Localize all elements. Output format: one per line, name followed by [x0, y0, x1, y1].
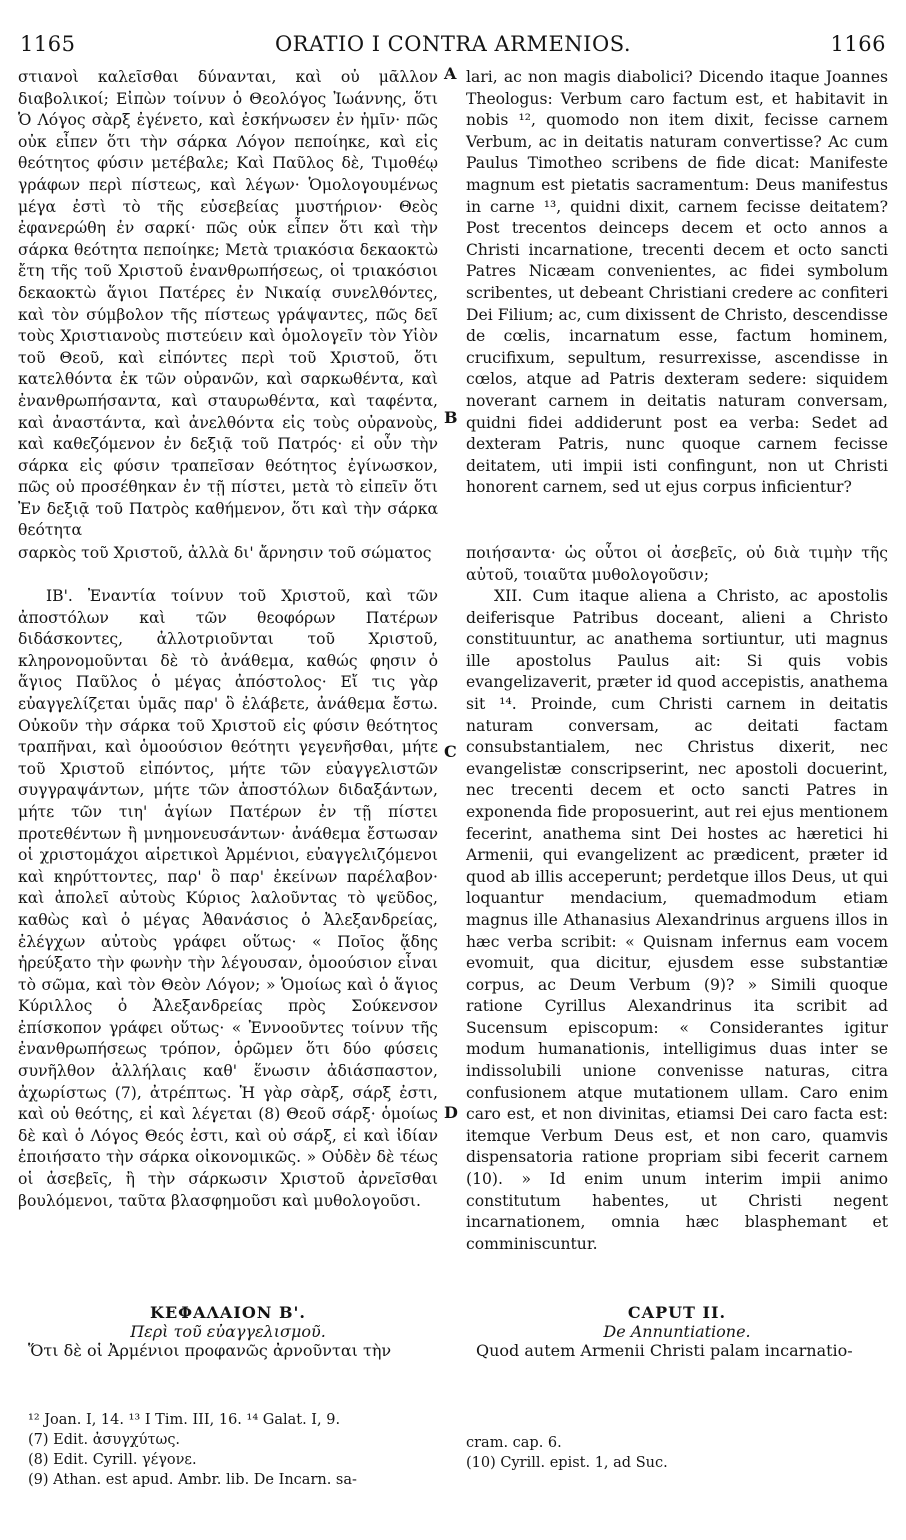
running-title: ORATIO I CONTRA ARMENIOS.	[274, 32, 632, 56]
greek-continuation-right	[466, 543, 888, 586]
page-number-right: 1166	[830, 32, 886, 56]
latin-paragraph-2: XII. Cum itaque aliena a Christo, ac apostolis deiferisque Patribus doceant, alieni a Christo constituuntur, ac anathema sortiuntur, uti magnus ille apostolus Paulus ait: Si quis vobis evangelizaverit, præter id quod accepistis, anathema sit ¹⁴. Proinde, cum Christi carnem in deitatis naturam conversam, ac deitati factam consubstantialem, nec Christus dixerit, nec evangelistæ conscripserint, nec apostoli docuerint, nec trecenti decem et octo sancti Patres in exponenda fide proposuerint, aut rei ejus mentionem fecerint, anathema sint Dei hostes ac hæretici hi Armenii, qui evangelizent ac prædicent, præter id quod ab illis acceperunt; perdetque illos Deus, ut qui loquantur mendacium, quemadmodum etiam magnus ille Athanasius Alexandrinus arguens illos in hæc verba scribit: « Quisnam infernus eam vocem evomuit, qua dicitur, ejusdem esse substantiæ corpus, ac Deum Verbum (9)? » Simili quoque ratione Cyrillus Alexandrinus ita scribit ad Sucensum episcopum: « Considerantes igitur modum humanationis, intelligimus duas inter se indissolubili unione convenisse naturas, citra confusionem atque mutationem ullam. Caro enim caro est, et non divinitas, etiamsi Dei caro facta est: itemque Verbum Deus est, et non caro, quamvis dispensatoria ratione propriam sibi fecerit carnem (10). » Id enim unum interim impii animo constitutum habentes, ut Christi negent incarnationem, omnia hæc blasphemant et comminiscuntur.	[466, 587, 888, 1253]
latin-column-top	[466, 67, 888, 499]
footnote-10: (10) Cyrill. epist. 1, ad Suc.	[466, 1455, 668, 1471]
column-marker-a: A	[444, 64, 457, 83]
chapter-title-greek: ΚΕΦΑΛΑΙΟΝ Β'.	[150, 1303, 306, 1322]
footnote-9-continued: cram. cap. 6.	[466, 1435, 562, 1451]
chapter-title-latin: CAPUT II.	[627, 1303, 727, 1322]
chapter-first-line-latin: Quod autem Armenii Christi palam incarnatio-	[476, 1341, 853, 1360]
greek-column-top	[18, 67, 438, 542]
greek-paragraph-1: στιανοὶ καλεῖσθαι δύνανται, καὶ οὐ μᾶλλον διαβολικοί; Εἰπὼν τοίνυν ὁ Θεολόγος Ἰωάννης, ὅτι Ὁ Λόγος σὰρξ ἐγένετο, καὶ ἐσκήνωσεν ἐν ἡμῖν· πῶς οὐκ εἶπεν ὅτι τὴν σάρκα Λόγον πεποίηκε, καὶ εἰς θεότητος φύσιν μετέβαλε; Καὶ Παῦλος δὲ, Τιμοθέῳ γράφων περὶ πίστεως, καὶ λέγων· Ὁμολογουμένως μέγα ἐστὶ τὸ τῆς εὐσεβείας μυστήριον· Θεὸς ἐφανερώθη ἐν σαρκί· πῶς οὐκ εἶπεν ὅτι καὶ τὴν σάρκα θεότητα πεποίηκε; Μετὰ τριακόσια δεκαοκτὼ ἔτη τῆς τοῦ Χριστοῦ ἐνανθρωπήσεως, οἱ τριακόσιοι δεκαοκτὼ ἅγιοι Πατέρες ἐν Νικαίᾳ συνελθόντες, καὶ τὸν σύμβολον τῆς πίστεως γράψαντες, πῶς δεῖ τοὺς Χριστιανοὺς πιστεύειν καὶ ὁμολογεῖν τὸν Υἱὸν τοῦ Θεοῦ, καὶ εἰπόντες περὶ τοῦ Χριστοῦ, ὅτι κατελθόντα ἐκ τῶν οὐρανῶν, καὶ σαρκωθέντα, καὶ ἐνανθρωπήσαντα, καὶ σταυρωθέντα, καὶ ταφέντα, καὶ ἀναστάντα, καὶ ἀνελθόντα εἰς τοὺς οὐρανοὺς, καὶ καθεζόμενον ἐν δεξιᾷ τοῦ Πατρός· εἰ οὖν τὴν σάρκα εἰς φύσιν τραπεῖσαν θεότητος ἐγίνωσκον, πῶς οὐ προσέθηκαν ἐν τῇ πίστει, μετὰ τὸ εἰπεῖν ὅτι Ἐν δεξιᾷ τοῦ Πατρὸς καθήμενον, ὅτι καὶ τὴν σάρκα θεότητα	[18, 68, 438, 540]
chapter-heading-greek	[18, 1303, 438, 1360]
footnotes-right	[466, 1433, 886, 1473]
column-marker-b: B	[444, 408, 458, 427]
footnotes-left	[28, 1410, 438, 1490]
greek-paragraph-2b: ποιήσαντα· ὡς οὗτοι οἱ ἀσεβεῖς, οὐ διὰ τιμὴν τῆς αὐτοῦ, τοιαῦτα μυθολογοῦσιν;	[466, 544, 888, 584]
latin-paragraph-1: lari, ac non magis diabolici? Dicendo itaque Joannes Theologus: Verbum caro factum est, et habitavit in nobis ¹², quomodo non item dixit, fecisse carnem Verbum, ac in deitatis naturam convertisse? Ac cum Paulus Timotheo scribens de fide dicat: Manifeste magnum est pietatis sacramentum: Deus manifestus in carne ¹³, quidni dixit, carnem fecisse deitatem? Post trecentos deinceps decem et octo annos a Christi incarnatione, trecenti decem et octo sancti Patres Nicæam convenientes, ac fidei symbolum scribentes, ut debeant Christiani credere ac confiteri Dei Filium; ac, cum dixissent de Christo, descendisse de cœlis, incarnatum esse, factum hominem, crucifixum, sepultum, resurrexisse, ascendisse in cœlos, atque ad Patris dexteram sedere: siquidem noverant carnem in deitatis naturam conversam, quidni fidei addiderunt post ea verba: Sedet ad dexteram Patris, nunc quoque carnem fecisse deitatem, uti impii isti confingunt, non ut Christi honorent carnem, sed ut ejus corpus inficientur?	[466, 68, 888, 497]
greek-column-bottom	[18, 586, 438, 1212]
page-number-left: 1165	[20, 32, 76, 56]
greek-paragraph-3: ΙΒ'. Ἐναντία τοίνυν τοῦ Χριστοῦ, καὶ τῶν ἀποστόλων καὶ τῶν θεοφόρων Πατέρων διδάσκοντες, ἀλλοτριοῦνται τοῦ Χριστοῦ, κληρονομοῦνται δὲ τὸ ἀνάθεμα, καθώς φησιν ὁ ἅγιος Παῦλος ὁ μέγας ἀπόστολος· Εἴ τις γὰρ εὐαγγελίζεται ὑμᾶς παρ' ὃ ἐλάβετε, ἀνάθεμα ἔστω. Οὐκοῦν τὴν σάρκα τοῦ Χριστοῦ εἰς φύσιν θεότητος τραπῆναι, καὶ ὁμοούσιον θεότητι γεγενῆσθαι, μήτε τοῦ Χριστοῦ εἰπόντος, μήτε τῶν εὐαγγελιστῶν συγγραψάντων, μήτε τῶν ἀποστόλων διδαξάντων, μήτε τῶν τιη' ἁγίων Πατέρων ἐν τῇ πίστει προτεθέντων ἢ μνημονευσάντων· ἀνάθεμα ἔστωσαν οἱ χριστομάχοι αἱρετικοὶ Ἀρμένιοι, εὐαγγελιζόμενοι καὶ κηρύττοντες, παρ' ὃ παρ' ἐκείνων παρέλαβον· καὶ ἀπολεῖ αὐτοὺς Κύριος λαλοῦντας τὸ ψεῦδος, καθὼς καὶ ὁ μέγας Ἀθανάσιος ὁ Ἀλεξανδρείας, ἐλέγχων αὐτοὺς γράφει οὕτως· « Ποῖος ᾅδης ἠρεύξατο τὴν φωνὴν τὴν λέγουσαν, ὁμοούσιον εἶναι τὸ σῶμα, καὶ τὸν Θεὸν Λόγον; » Ὁμοίως καὶ ὁ ἅγιος Κύριλλος ὁ Ἀλεξανδρείας πρὸς Σούκενσον ἐπίσκοπον γράφει οὕτως· « Ἐννοοῦντες τοίνυν τῆς ἐνανθρωπήσεως τρόπον, ὁρῶμεν ὅτι δύο φύσεις συνῆλθον ἀλλήλαις καθ' ἕνωσιν ἀδιάσπαστον, ἀχωρίστως (7), ἀτρέπτως. Ἡ γὰρ σὰρξ, σάρξ ἐστι, καὶ οὐ θεότης, εἰ καὶ λέγεται (8) Θεοῦ σάρξ· ὁμοίως δὲ καὶ ὁ Λόγος Θεός ἐστι, καὶ οὐ σάρξ, εἰ καὶ ἰδίαν ἐποιήσατο τὴν σάρκα οἰκονομικῶς. » Οὐδὲν δὲ τέως οἱ ἀσεβεῖς, ἢ τὴν σάρκωσιν Χριστοῦ ἀρνεῖσθαι βουλόμενοι, ταῦτα βλασφημοῦσι καὶ μυθολογοῦσι.	[18, 587, 438, 1210]
greek-paragraph-2: σαρκὸς τοῦ Χριστοῦ, ἀλλὰ δι' ἄρνησιν τοῦ σώματος	[18, 544, 432, 562]
chapter-subtitle-latin: De Annuntiatione.	[603, 1322, 751, 1341]
footnote-7: (7) Edit. ἀσυγχύτως.	[28, 1432, 181, 1448]
column-marker-d: D	[444, 1103, 458, 1122]
scripture-references: ¹² Joan. I, 14. ¹³ I Tim. III, 16. ¹⁴ Galat. I, 9.	[28, 1412, 341, 1428]
footnote-9: (9) Athan. est apud. Ambr. lib. De Incarn. sa-	[28, 1472, 357, 1488]
column-marker-c: C	[444, 742, 457, 761]
footnote-8: (8) Edit. Cyrill. γέγονε.	[28, 1452, 197, 1468]
chapter-first-line-greek: Ὅτι δὲ οἱ Ἀρμένιοι προφανῶς ἀρνοῦνται τὴν	[28, 1341, 392, 1360]
greek-continuation	[18, 543, 438, 565]
chapter-subtitle-greek: Περὶ τοῦ εὐαγγελισμοῦ.	[130, 1322, 326, 1341]
chapter-heading-latin	[466, 1303, 888, 1360]
latin-column-bottom	[466, 586, 888, 1255]
running-header	[20, 32, 886, 62]
